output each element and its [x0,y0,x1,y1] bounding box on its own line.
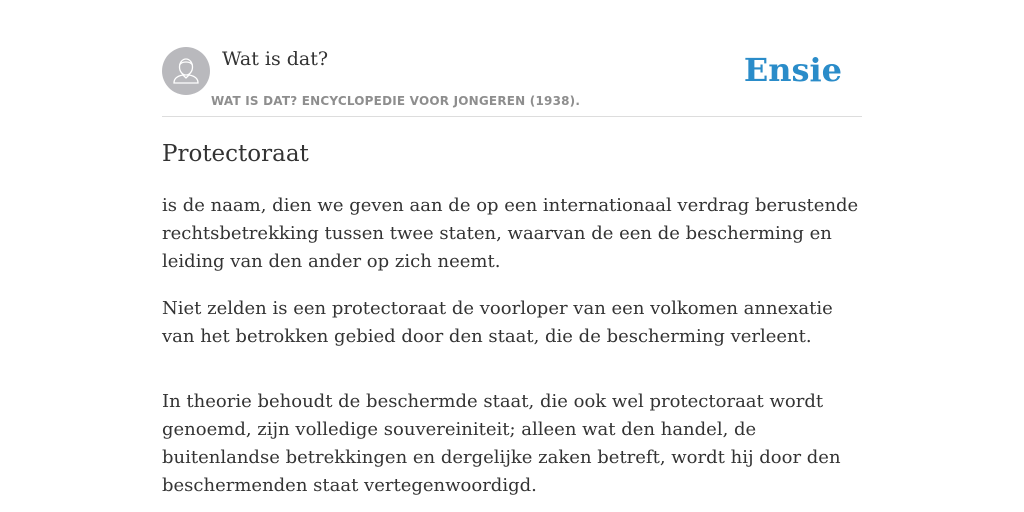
user-icon[interactable] [162,47,210,95]
article-body [162,192,862,512]
source-subtitle: WAT IS DAT? ENCYCLOPEDIE VOOR JONGEREN (1938). [211,94,581,108]
article-paragraph: is de naam, dien we geven aan de op een internationaal verdrag berustende rechtsbetrekking tussen twee staten, waarvan de een de bescherming en leiding van den ander op zich neemt. [162,195,859,272]
article-paragraph: Niet zelden is een protectoraat de voorloper van een volkomen annexatie van het betrokken gebied door den staat, die de bescherming verleent. [162,298,833,347]
source-name[interactable]: Wat is dat? [222,48,329,70]
article-paragraph: In theorie behoudt de beschermde staat, die ook wel protectoraat wordt genoemd, zijn volledige souvereiniteit; alleen wat den handel, de buitenlandse betrekkingen en dergelijke zaken betreft, wordt hij door den beschermenden staat vertegenwoordigd. [162,391,841,496]
source-header [162,46,862,117]
article-title: Protectoraat [162,141,309,167]
ensie-logo[interactable]: Ensie [743,51,842,89]
